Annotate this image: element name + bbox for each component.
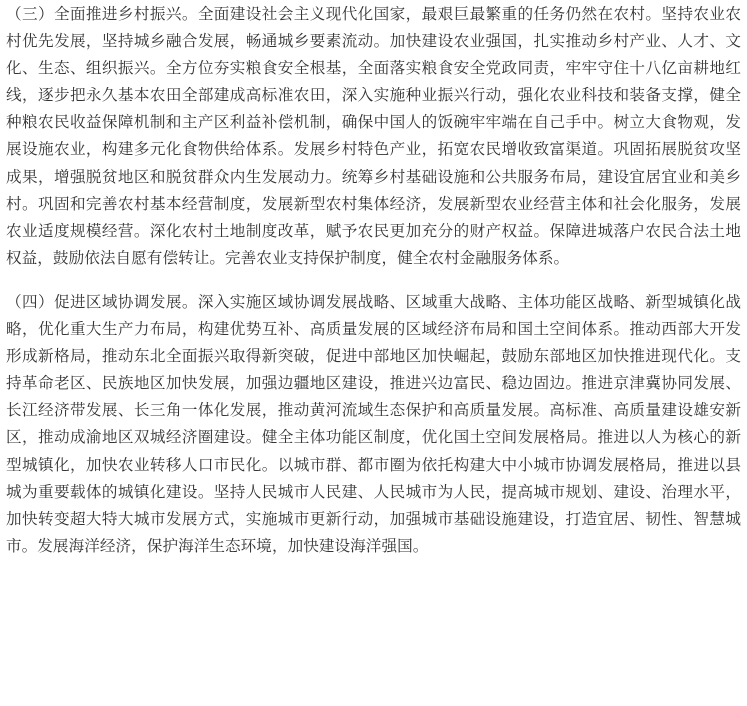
paragraph-rural-revitalization: （三）全面推进乡村振兴。全面建设社会主义现代化国家，最艰巨最繁重的任务仍然在农村。坚持农业农村优先发展，坚持城乡融合发展，畅通城乡要素流动。加快建设农业强国，扎实推动乡村产业、人才、文化、生态、组织振兴。全方位夯实粮食安全根基，全面落实粮食安全党政同责，牢牢守住十八亿亩耕地红线，逐步把永久基本农田全部建成高标准农田，深入实施种业振兴行动，强化农业科技和装备支撑，健全种粮农民收益保障机制和主产区利益补偿机制，确保中国人的饭碗牢牢端在自己手中。树立大食物观，发展设施农业，构建多元化食物供给体系。发展乡村特色产业，拓宽农民增收致富渠道。巩固拓展脱贫攻坚成果，增强脱贫地区和脱贫群众内生发展动力。统筹乡村基础设施和公共服务布局，建设宜居宜业和美乡村。巩固和完善农村基本经营制度，发展新型农村集体经济，发展新型农业经营主体和社会化服务，发展农业适度规模经营。深化农村土地制度改革，赋予农民更加充分的财产权益。保障进城落户农民合法土地权益，鼓励依法自愿有偿转让。完善农业支持保护制度，健全农村金融服务体系。	[6, 5, 741, 267]
paragraph-regional-development: （四）促进区域协调发展。深入实施区域协调发展战略、区域重大战略、主体功能区战略、新型城镇化战略，优化重大生产力布局，构建优势互补、高质量发展的区域经济布局和国土空间体系。推动西部大开发形成新格局，推动东北全面振兴取得新突破，促进中部地区加快崛起，鼓励东部地区加快推进现代化。支持革命老区、民族地区加快发展，加强边疆地区建设，推进兴边富民、稳边固边。推进京津冀协同发展、长江经济带发展、长三角一体化发展，推动黄河流域生态保护和高质量发展。高标准、高质量建设雄安新区，推动成渝地区双城经济圈建设。健全主体功能区制度，优化国土空间发展格局。推进以人为核心的新型城镇化，加快农业转移人口市民化。以城市群、都市圈为依托构建大中小城市协调发展格局，推进以县城为重要载体的城镇化建设。坚持人民城市人民建、人民城市为人民，提高城市规划、建设、治理水平，加快转变超大特大城市发展方式，实施城市更新行动，加强城市基础设施建设，打造宜居、韧性、智慧城市。发展海洋经济，保护海洋生态环境，加快建设海洋强国。	[6, 292, 741, 555]
